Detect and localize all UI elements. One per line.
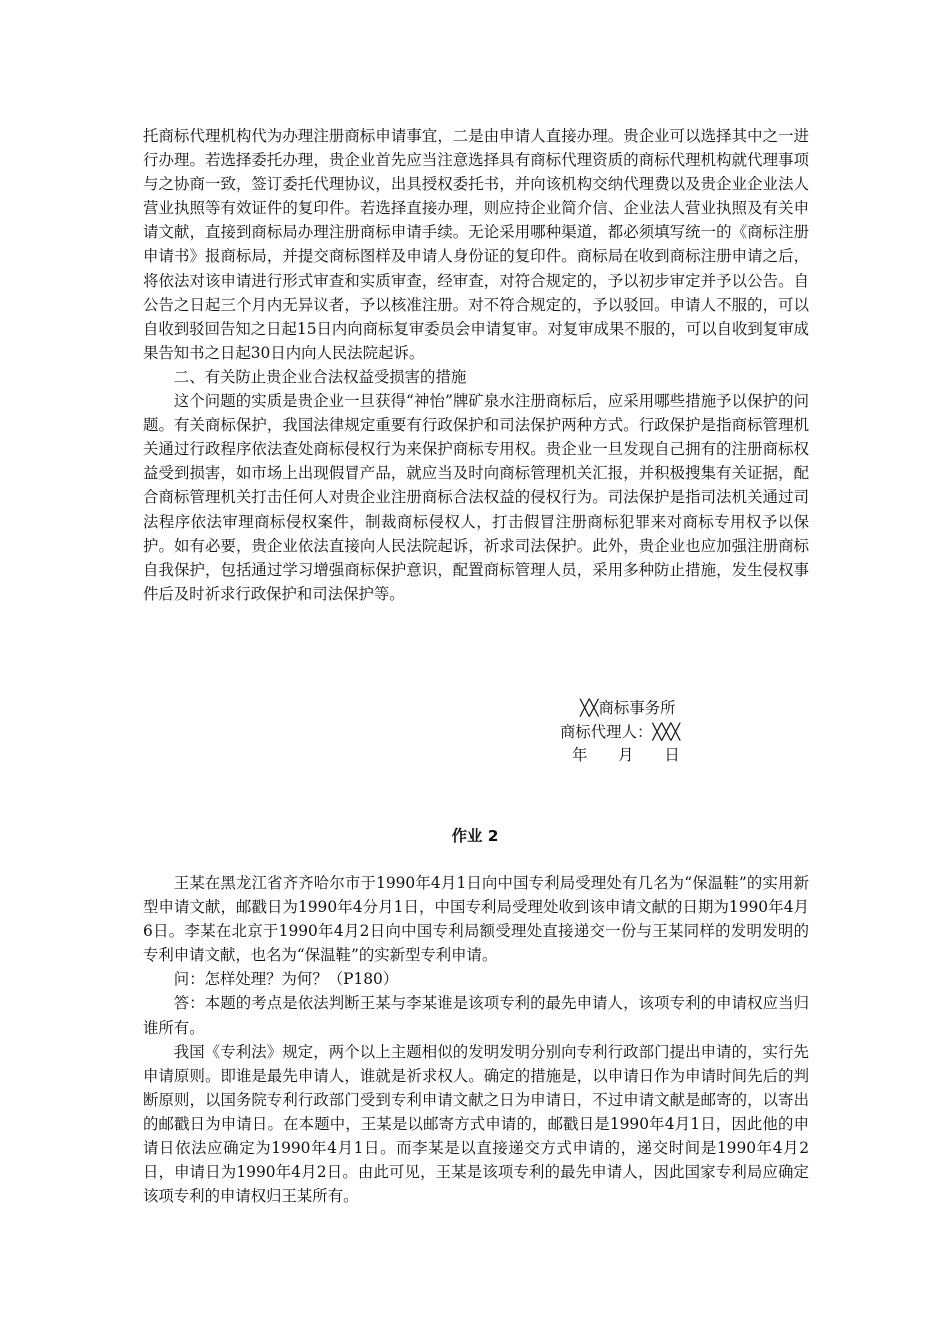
- signature-date: 年 月 日: [572, 746, 680, 764]
- paragraph-answer: 答：本题的考点是依法判断王某与李某谁是该项专利的最先申请人，该项专利的申请权应当归谁所有。: [143, 994, 809, 1037]
- signature-agent: 商标代理人：╳╳╳: [560, 722, 681, 741]
- signature-office: ╳╳商标事务所: [580, 699, 676, 717]
- assignment-title: 作业 2: [451, 827, 499, 845]
- paragraph-trademark-application: 托商标代理机构代为办理注册商标申请事宜，二是由申请人直接办理。贵企业可以选择其中之一进行办理。若选择委托办理，贵企业首先应当注意选择具有商标代理资质的商标代理机构就代理事项与之协商一致，签订委托代理协议，出具授权委托书，并向该机构交纳代理费以及贵企业企业法人营业执照等有效证件的复印件。若选择直接办理，则应持企业简介信、企业法人营业执照及有关申请文献，直接到商标局办理注册商标申请手续。无论采用哪种渠道，都必须填写统一的《商标注册申请书》报商标局，并提交商标图样及申请人身份证的复印件。商标局在收到商标注册申请之后，将依法对该申请进行形式审查和实质审查，经审查，对符合规定的，予以初步审定并予以公告。自公告之日起三个月内无异议者，予以核准注册。对不符合规定的，予以驳回。申请人不服的，可以自收到驳回告知之日起15日内向商标复审委员会申请复审。对复审成果不服的，可以自收到复审成果告知书之日起30日内向人民法院起诉。: [143, 127, 809, 362]
- paragraph-analysis: 我国《专利法》规定，两个以上主题相似的发明发明分别向专利行政部门提出申请的，实行先申请原则。即谁是最先申请人，谁就是祈求权人。确定的措施是，以申请日作为申请时间先后的判断原则，以国务院专利行政部门受到专利申请文献之日为申请日，不过申请文献是邮寄的，以寄出的邮戳日为申请日。在本题中，王某是以邮寄方式申请的，邮戳日是1990年4月1日，因此他的申请日依法应确定为1990年4月1日。而李某是以直接递交方式申请的，递交时间是1990年4月2日，申请日为1990年4月2日。由此可见，王某是该项专利的最先申请人，因此国家专利局应确定该项专利的申请权归王某所有。: [143, 1042, 809, 1206]
- paragraph-case: 王某在黑龙江省齐齐哈尔市于1990年4月1日向中国专利局受理处有几名为“保温鞋”的实用新型申请文献，邮戳日为1990年4分月1日，中国专利局受理处收到该申请文献的日期为1990年4月6日。李某在北京于1990年4月2日向中国专利局额受理处直接递交一份与王某同样的发明发明的专利申请文献，也名为“保温鞋”的实新型专利申请。: [143, 874, 809, 965]
- signature-block: [560, 697, 680, 768]
- paragraph-question: 问：怎样处理？为何？（P180）: [173, 970, 399, 989]
- section-2: [143, 871, 809, 1208]
- subheading-protection-measures: 二、有关防止贵企业合法权益受损害的措施: [173, 367, 467, 386]
- section-1: [143, 124, 809, 606]
- paragraph-trademark-protection: 这个问题的实质是贵企业一旦获得“神怡”牌矿泉水注册商标后，应采用哪些措施予以保护的问题。有关商标保护，我国法律规定重要有行政保护和司法保护两种方式。行政保护是指商标管理机关通过行政程序依法查处商标侵权行为来保护商标专用权。贵企业一旦发现自己拥有的注册商标权益受到损害，如市场上出现假冒产品，就应当及时向商标管理机关汇报，并积极搜集有关证据，配合商标管理机关打击任何人对贵企业注册商标合法权益的侵权行为。司法保护是指司法机关通过司法程序依法审理商标侵权案件，制裁商标侵权人，打击假冒注册商标犯罪来对商标专用权予以保护。如有必要，贵企业依法直接向人民法院起诉，祈求司法保护。此外，贵企业也应加强注册商标自我保护，包括通过学习增强商标保护意识，配置商标管理人员，采用多种防止措施，发生侵权事件后及时祈求行政保护和司法保护等。: [143, 392, 809, 603]
